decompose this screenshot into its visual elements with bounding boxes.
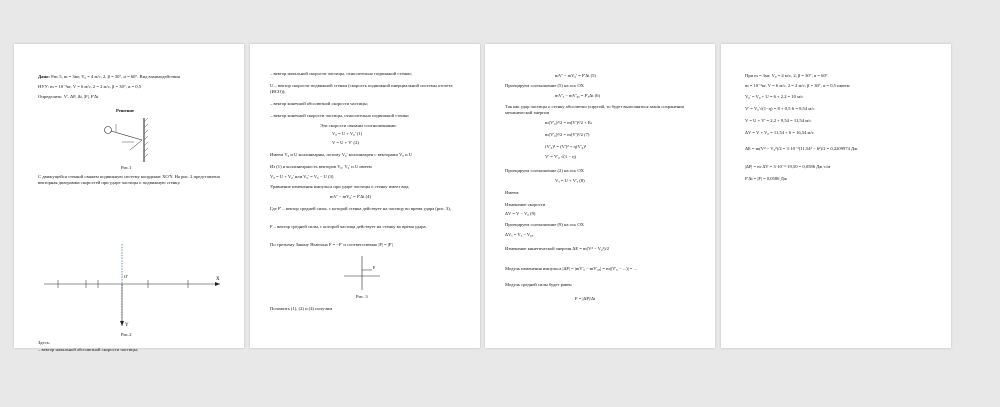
equation-7b: m(V'₀)²/2 = m(V')²/2 (7) xyxy=(545,132,590,137)
origin-label: O' xyxy=(124,274,129,279)
equation-9: ΔV = V − V₀ (9) xyxy=(505,211,536,216)
p2-line-2: U – вектор скорости подвижной стенки (скорость подвижной инерциальной системы отсчета (ИСО)); xyxy=(270,83,453,94)
p2-line-8: Уравнение изменения импульса при ударе частицы о стенку имеет вид: xyxy=(270,184,410,189)
legend-heading: Здесь: xyxy=(38,340,51,345)
equation-1: V₀ = U + V₀' (1) xyxy=(332,131,363,136)
p2-line-9: Где F' – вектор средней силы, с которой стенка действует на частицу во время удара (рис. 3), xyxy=(270,206,451,211)
equation-12: |ΔP| = |mV'ₓ − mV'₀ₓ| = m|(V'₀ − ...)| = ... xyxy=(562,266,637,271)
coordinate-system-paragraph: С движущейся стенкой свяжем подвижную систему координат XO'Y. На рис. 2 представлена векторная диаграмма скоростей при ударе частицы о подвижную стенку. xyxy=(38,174,220,185)
p3-line-1: Проецируем соотношение (5) на ось OX xyxy=(505,83,584,88)
y-axis-label: Y xyxy=(125,323,129,328)
equation-4: mV' − mV₀' = F'Δt (4) xyxy=(330,194,371,199)
p4-line-9: F'Δt = |F| = 0,0586 Дж xyxy=(745,176,787,181)
p3-line-5: Изменение скорости xyxy=(505,202,546,207)
legend-v0-text: – вектор начальной абсолютной скорости частицы; xyxy=(38,347,138,352)
p3-line-8 xyxy=(505,266,637,272)
p4-line-1: При m = 3мг, V₀ = 4 м/с, 2, β = 30°, α = 60° xyxy=(745,73,828,78)
p2-line-4: – вектор конечной скорости частицы, относительно подвижной стенки xyxy=(270,113,409,118)
p3-line-6: Проецируем соотношение (9) на ось OX xyxy=(505,222,584,227)
y-axis-arrowhead xyxy=(120,321,124,326)
p4-line-5: V = U + V' = 2,2 + 9,54 = 11,54 м/с xyxy=(745,118,812,123)
equation-7a: m(V'₀)²/2 = m(V')²/2 + Eₖ xyxy=(545,120,593,125)
equation-7d: V' = V'₀ √(1 − η) xyxy=(545,154,577,159)
x-axis-arrowhead xyxy=(215,282,220,286)
task-text: Рис.5, m = 3мг, V₀ = 4 м/с, 2, β = 30°, α = 60°. Вид взаимодействия xyxy=(51,74,180,79)
p3-line-3: Проецируем соотношение (2) на ось OX xyxy=(505,168,584,173)
document-page-1 xyxy=(14,44,244,352)
momentum-change-label: Модуль изменения импульса xyxy=(505,266,562,271)
equation-10: ΔVₓ = Vₓ − V₀ₓ xyxy=(505,232,534,237)
figure-2-caption: Рис.2 xyxy=(121,332,132,337)
p2-line-5: Эти скорости связаны соотношениями: xyxy=(320,123,397,128)
p3-line-4: Имеем: xyxy=(505,190,520,195)
task-label: Дано: xyxy=(38,74,50,79)
incident-velocity-line xyxy=(111,131,142,140)
task-statement-line-3: Определить: V', ΔF, Δt, |F|, F'Δt xyxy=(38,94,99,99)
particle-circle xyxy=(105,127,112,134)
equation-7c: (V'₀)² = (V')² + η(V'₀)² xyxy=(545,144,587,149)
p2-line-3: – вектор конечной абсолютной скорости частицы; xyxy=(270,101,368,106)
reflected-velocity-line xyxy=(130,140,142,150)
figure-1-wall-collision xyxy=(94,114,164,166)
force-label: F xyxy=(373,265,376,270)
p3-line-2: Так как удар частицы о стенку абсолютно упругий, то будет выполняться закон сохранения механической энергии xyxy=(505,104,684,115)
equation-11: ΔE = m(V² − V₀²)/2 xyxy=(572,246,610,251)
p4-line-7: ΔE = m(V² − V₀²)/2 = 3·10⁻³(11,54² − 6²)/2 = 0,2209974 Дж xyxy=(745,146,858,151)
equation-3: V₀ = U + V₀' или V₀' = V₀ − U (3) xyxy=(270,174,334,179)
x-axis-label: X xyxy=(216,277,220,282)
kinetic-energy-label: Изменение кинетической энергии xyxy=(505,246,572,251)
p4-line-8: |ΔP| = m·ΔV = 3·10⁻³·19,50 = 0,0586 Дж·с/м xyxy=(745,164,831,169)
equation-13: F = |ΔP|/Δt xyxy=(575,296,596,301)
p4-line-6: ΔV = V + V₀ = 11,54 + 6 = 16,54 м/с xyxy=(745,130,814,135)
p2-line-7: Из (1) и коллинеарность векторов V₀, V₀' и U имеем xyxy=(270,164,372,169)
figure-3-force-diagram xyxy=(342,254,382,292)
equation-8: Vₓ = U + V'ₓ (8) xyxy=(555,178,585,183)
figure-2-velocity-diagram xyxy=(38,240,224,330)
p4-line-4: V' = V₀'√(1−η) = 8 + 0,5·6 = 9,54 м/с xyxy=(745,106,815,111)
document-page-2 xyxy=(250,44,480,348)
document-page-3 xyxy=(485,44,715,348)
equation-5: mV' − mV₀' = F'Δt (5) xyxy=(555,73,596,78)
document-page-4 xyxy=(721,44,951,348)
p2-line-10: F – вектор средней силы, с которой частица действует на стенку во время удара. xyxy=(270,224,427,229)
wall-hatching xyxy=(144,118,148,158)
legend-v0-line xyxy=(38,347,138,353)
p2-line-12: Положить (1), (2) и (4) получим xyxy=(270,306,333,311)
solution-heading: Решение xyxy=(116,108,135,113)
task-statement-line-2: НУУ: m = 10⁻³кг, V = 6 м/с, 2 = 2 м/с, β = 30°, α = 0,5 xyxy=(38,84,142,89)
task-statement-line-1 xyxy=(38,74,180,80)
p2-line-6: Имеем V₀ и U коллинеарны, потому V₀' коллинеарен с векторами V₀ и U xyxy=(270,152,413,157)
p2-line-11: По третьему Закону Ньютона F = −F' и соответственно |F| = |F'| xyxy=(270,242,393,247)
equation-6: mV'ₓ − mV'₀ₓ = F'ₓΔt (6) xyxy=(555,93,600,98)
p4-line-3: V₀' = V₀ + U = 6 + 2,2 = 10 м/с xyxy=(745,94,804,99)
equation-2: V = U + V' (2) xyxy=(332,140,359,145)
figure-1-caption: Рис.1 xyxy=(121,165,132,170)
figure-3-caption: Рис. 3 xyxy=(356,294,368,299)
p2-line-1: – вектор начальной скорости частицы, относительно подвижной стенки; xyxy=(270,71,412,76)
p3-line-9: Модуль средней силы будет равен xyxy=(505,282,572,287)
p3-line-7 xyxy=(505,246,609,252)
p4-line-2: m = 10⁻³кг, V = 6 м/с, 2 = 2 м/с, β = 30°, α = 0,5 имеем xyxy=(745,83,850,88)
